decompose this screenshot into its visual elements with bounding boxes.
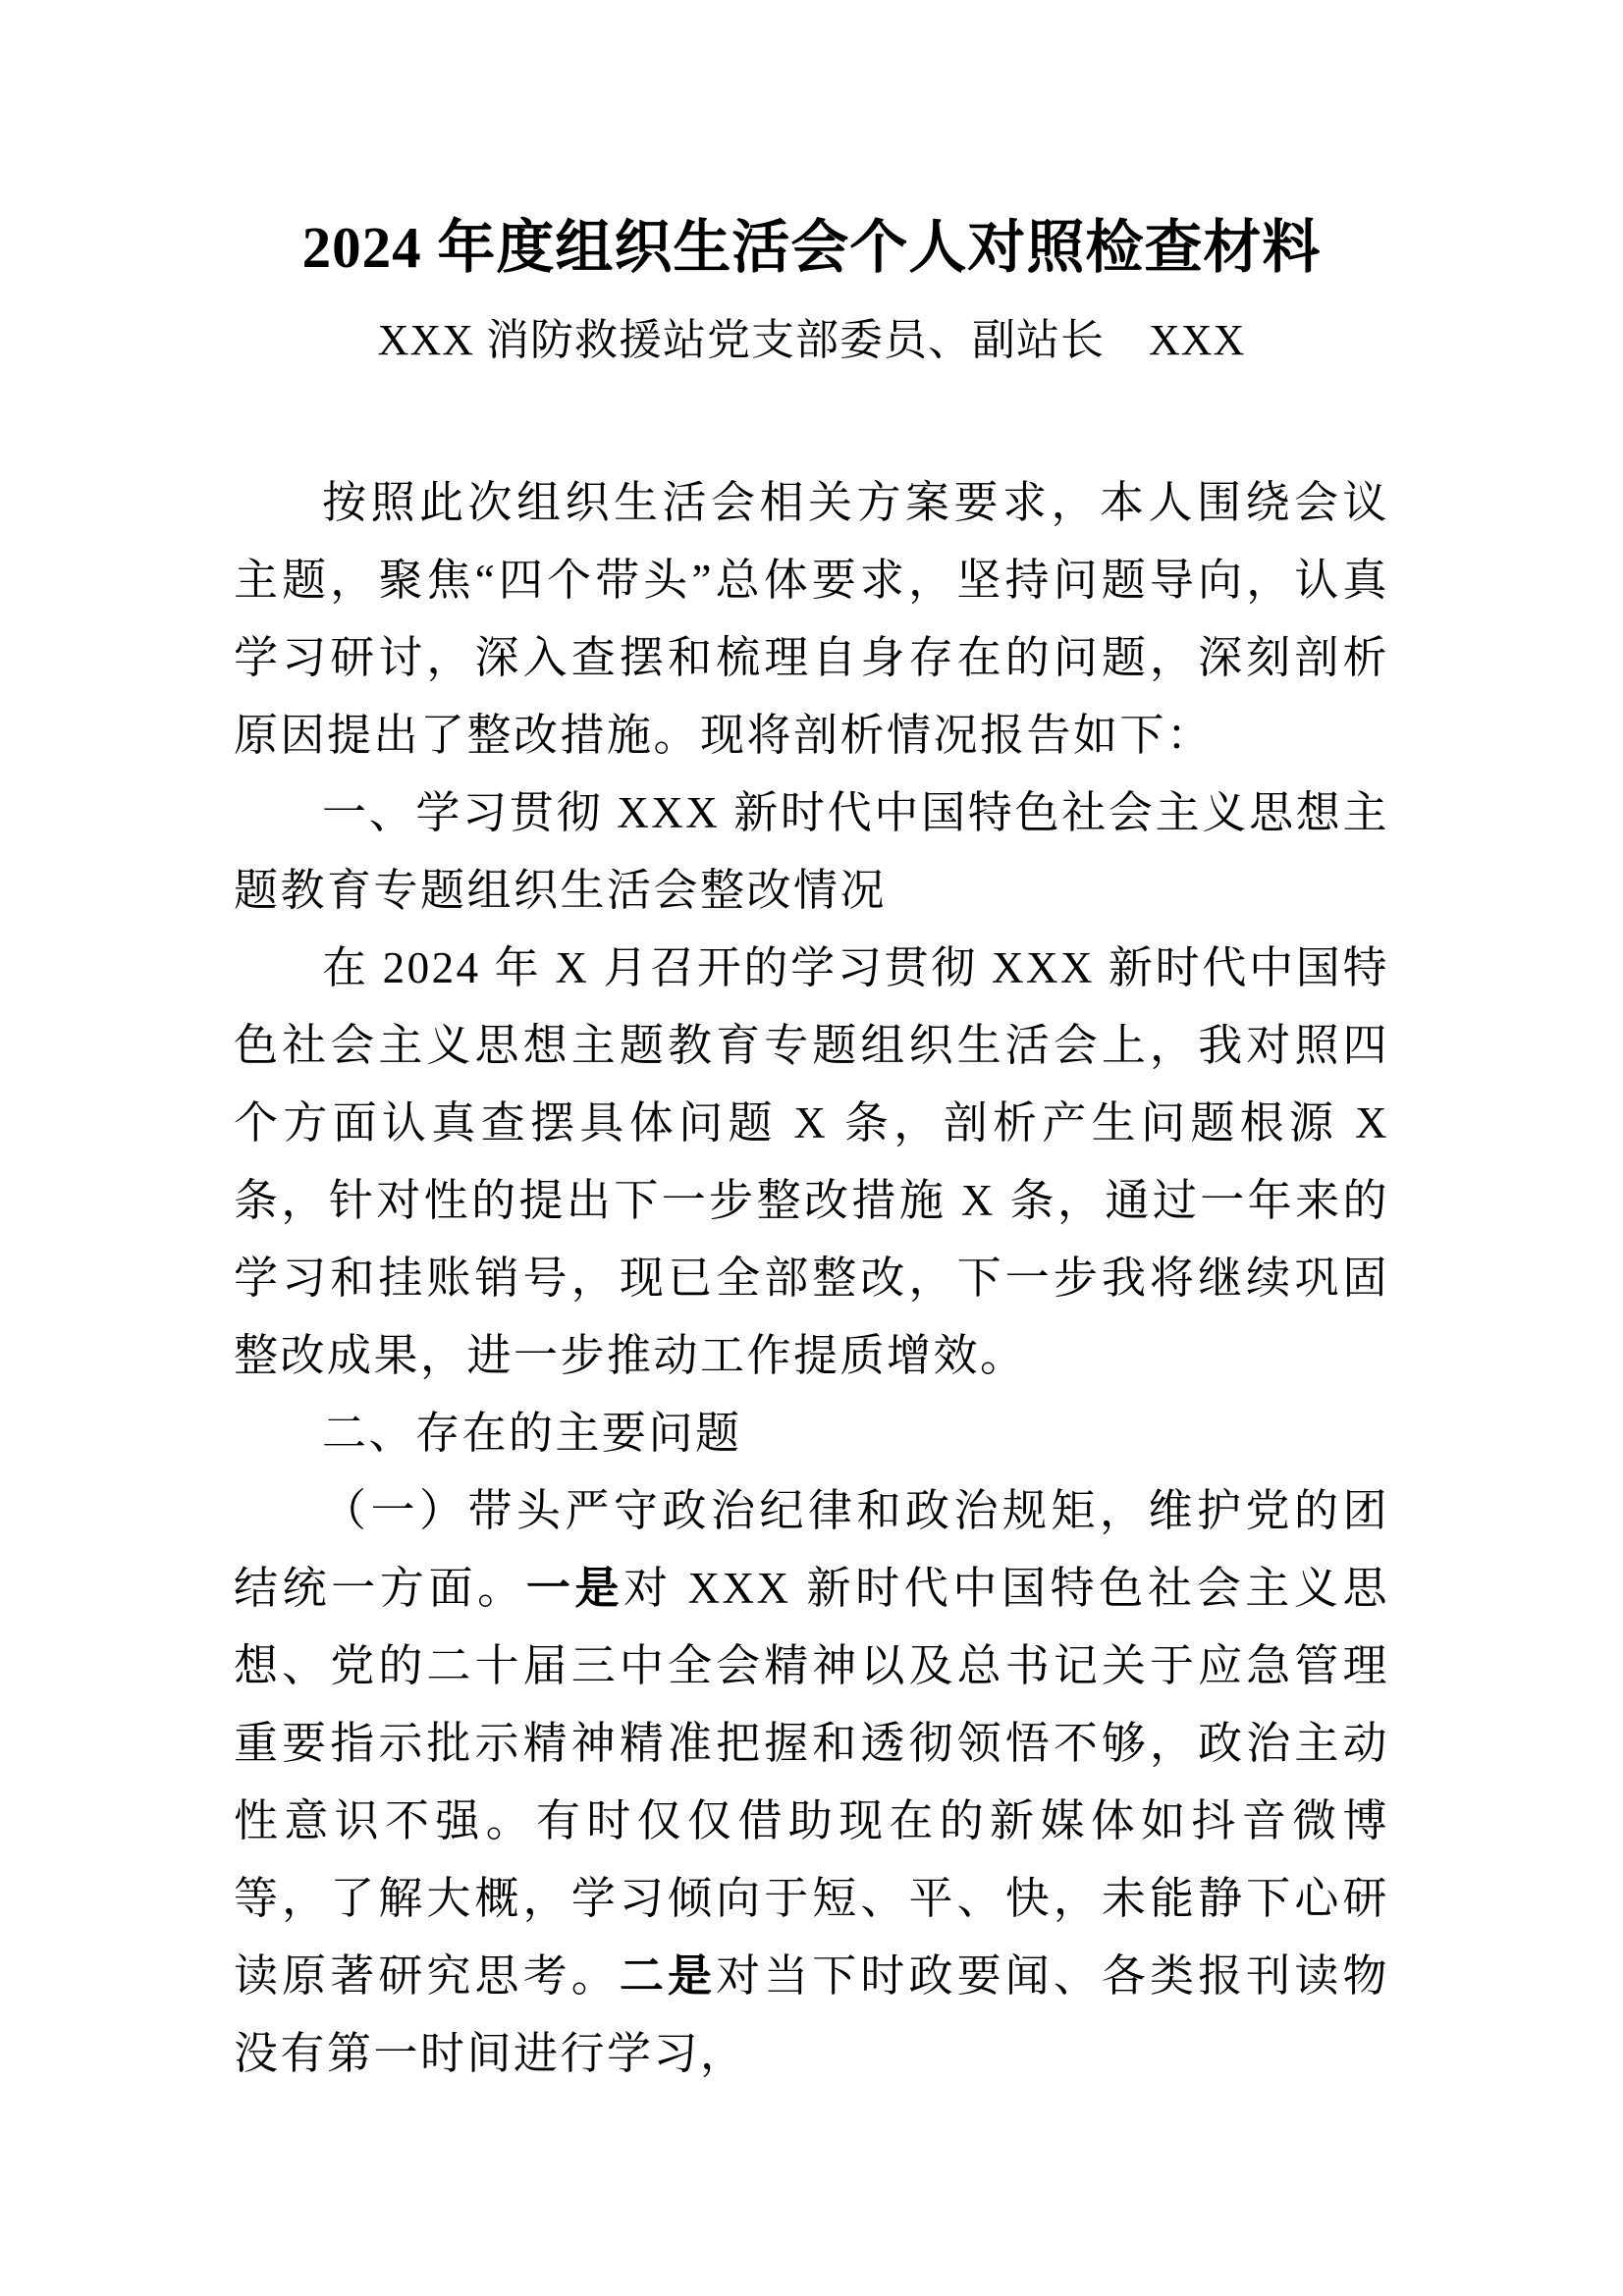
text-run: （一）带头严守政治纪律和政治规矩，维护党的团结统一方面。: [234, 1486, 1389, 1613]
paragraph: [234, 774, 1389, 930]
text-run: 一、学习贯彻 XXX 新时代中国特色社会主义思想主题教育专题组织生活会整改情况: [234, 788, 1389, 915]
document-body: [234, 464, 1389, 2093]
paragraph: [234, 1395, 1389, 1472]
text-run: 二、存在的主要问题: [322, 1409, 742, 1458]
text-run: 对 XXX 新时代中国特色社会主义思想、党的二十届三中全会精神以及总书记关于应急管理重要指示批示精神精准把握和透彻领悟不够，政治主动性意识不强。有时仅仅借助现在的新媒体如抖音微博等，了解大概，学习倾向于短、平、快，未能静下心研读原著研究思考。: [234, 1564, 1389, 2001]
bold-run: 二是: [619, 1951, 717, 2001]
text-run: 在 2024 年 X 月召开的学习贯彻 XXX 新时代中国特色社会主义思想主题教育专题组织生活会上，我对照四个方面认真查摆具体问题 X 条，剖析产生问题根源 X 条，针对性的提出下一步整改措施 X 条，通过一年来的学习和挂账销号，现已全部整改，下一步我将继续巩固整改成果，进一步推动工作提质增效。: [234, 943, 1389, 1380]
bold-run: 一是: [525, 1564, 624, 1613]
paragraph: [234, 464, 1389, 774]
document-title: 2024 年度组织生活会个人对照检查材料: [301, 215, 1322, 280]
paragraph: [234, 1472, 1389, 2093]
text-run: 按照此次组织生活会相关方案要求，本人围绕会议主题，聚焦“四个带头”总体要求，坚持问题导向，认真学习研讨，深入查摆和梳理自身存在的问题，深刻剖析原因提出了整改措施。现将剖析情况报告如下：: [234, 478, 1389, 760]
document-subtitle: XXX 消防救援站党支部委员、副站长 XXX: [377, 316, 1246, 364]
text-run: 对当下时政要闻、各类报刊读物没有第一时间进行学习，: [234, 1951, 1389, 2078]
paragraph: [234, 930, 1389, 1395]
